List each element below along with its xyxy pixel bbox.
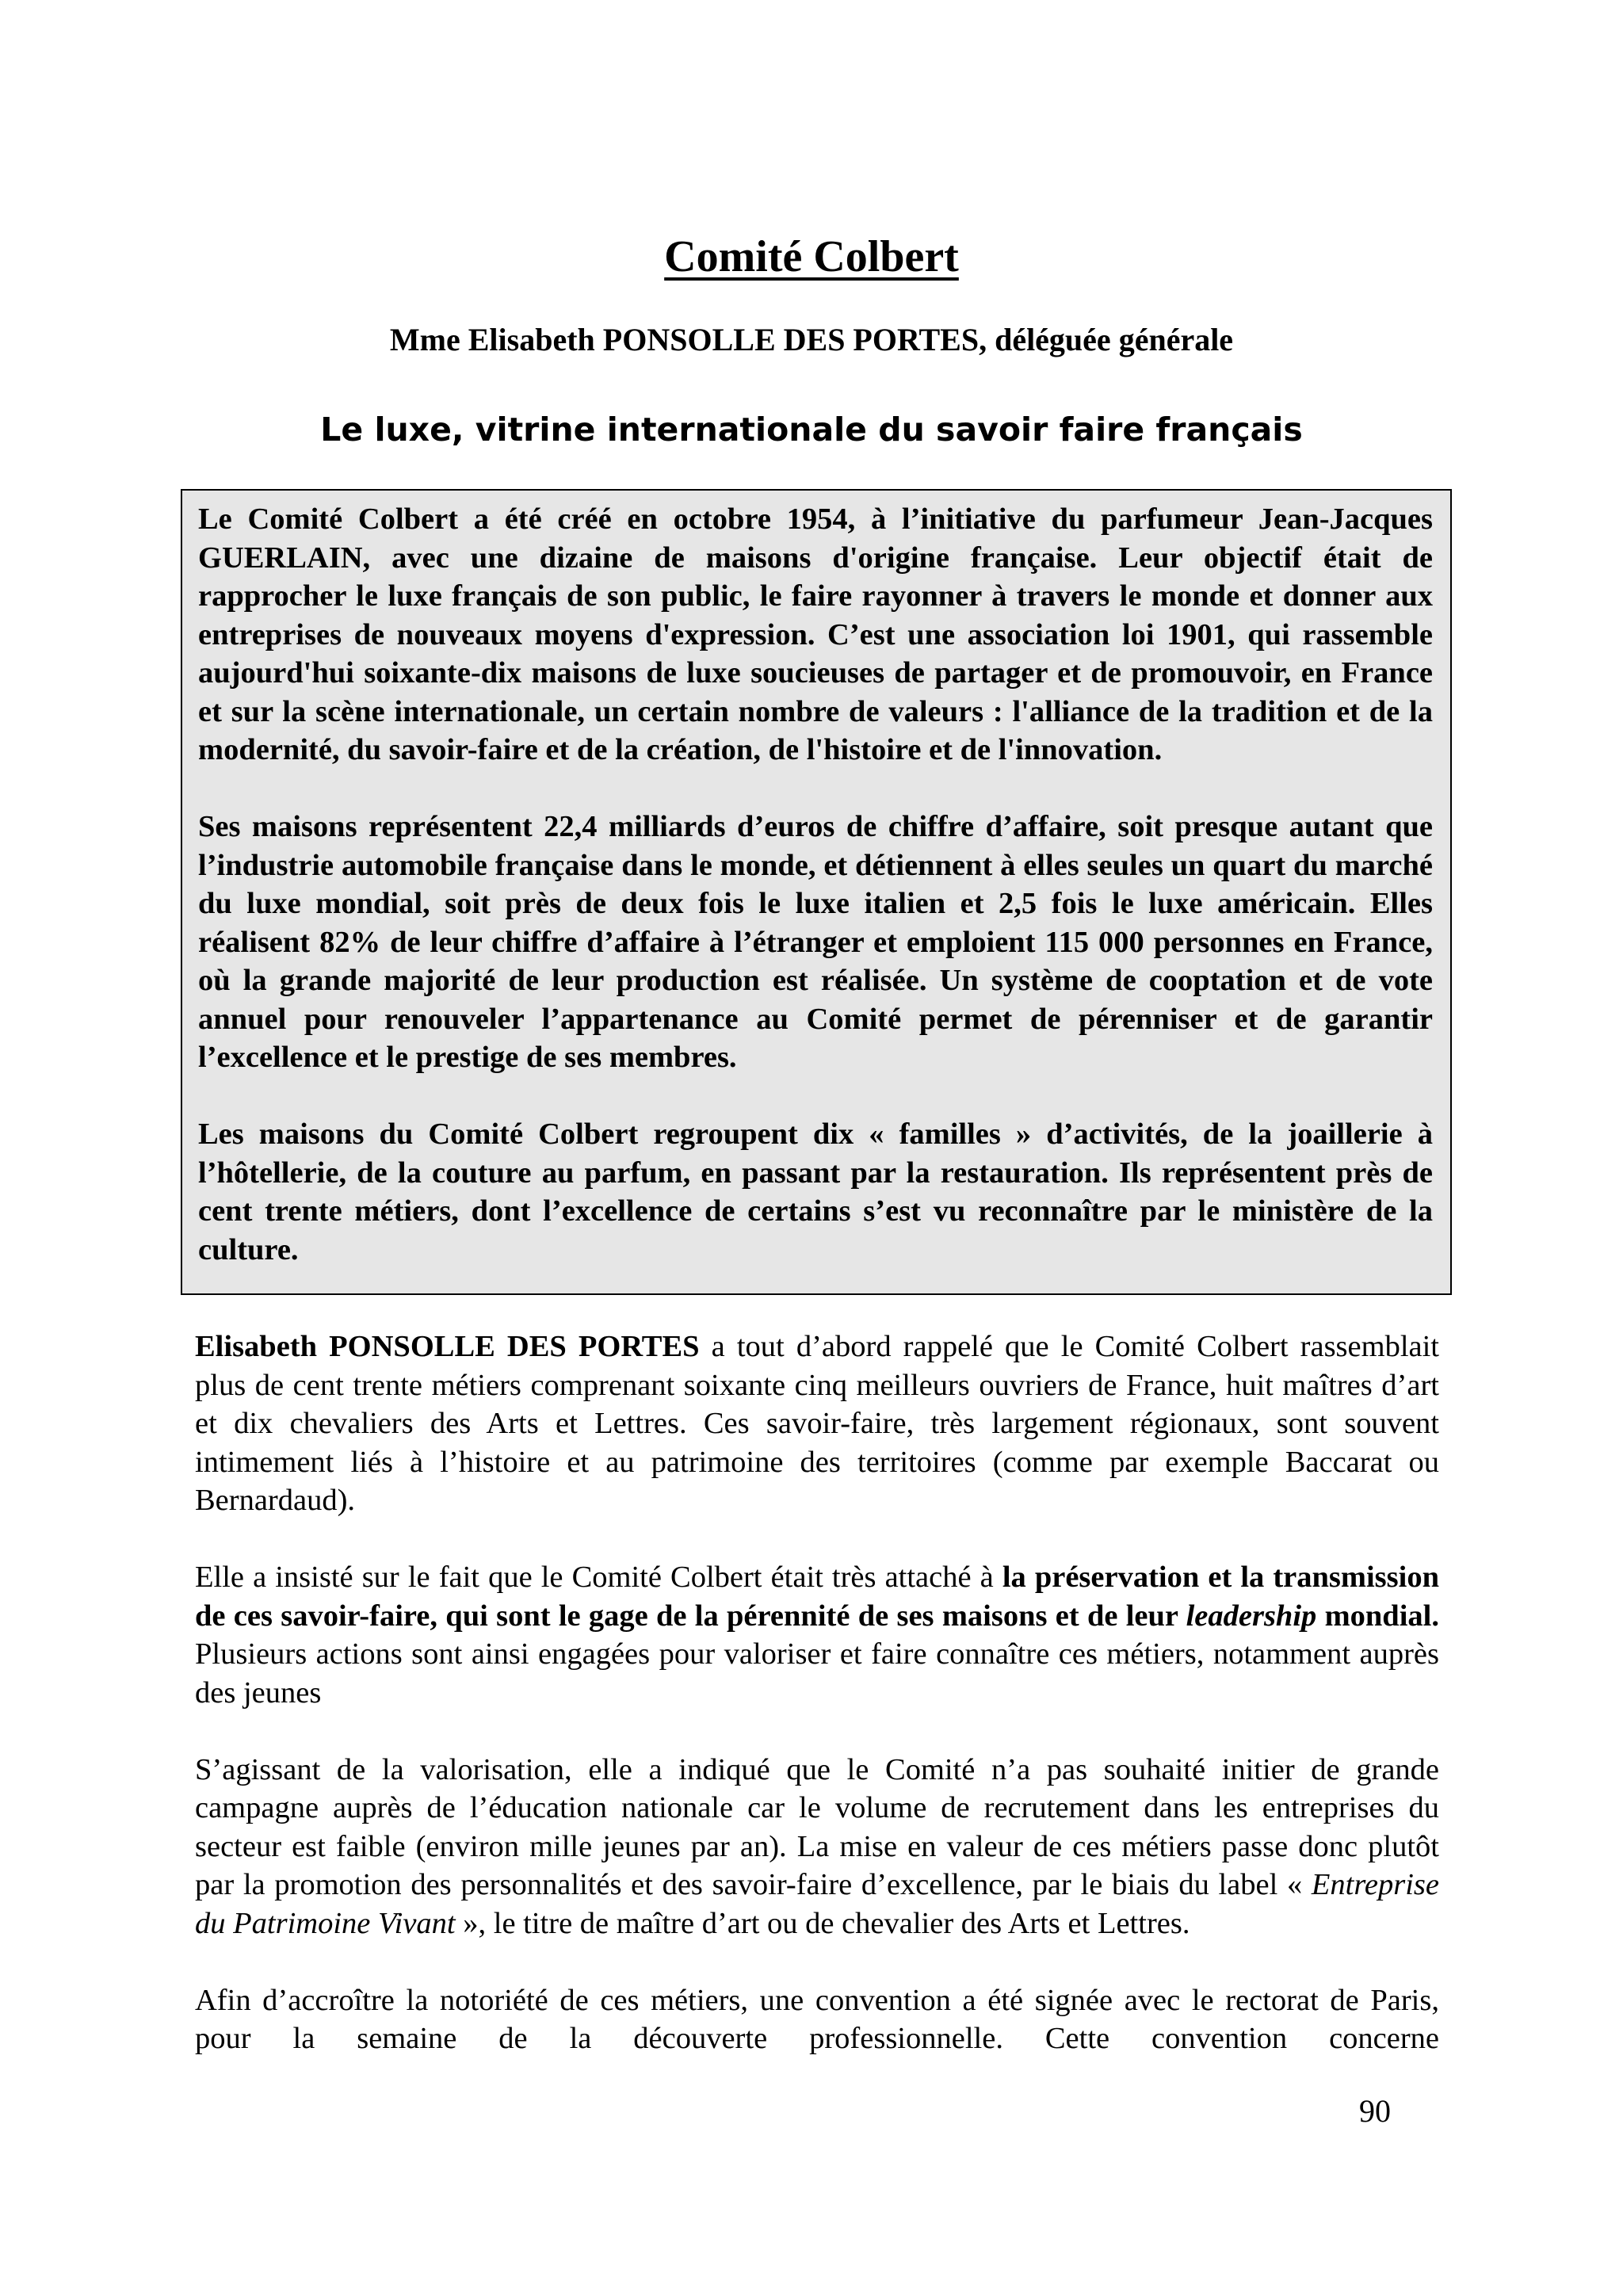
paragraph-3-end: », le titre de maître d’art ou de chevalier des Arts et Lettres.: [455, 1906, 1190, 1940]
paragraph-1-text: a tout d’abord rappelé que le Comité Colbert rassemblait plus de cent trente métiers comprenant soixante cinq meilleurs ouvriers de France, huit maîtres d’art et dix chevaliers des Arts et Lettres. Ces savoir-faire, très largement régionaux, sont souvent intimement liés à l’histoire et au patrimoine des territoires (comme par exemple Baccarat ou Bernardaud).: [195, 1330, 1439, 1517]
summary-paragraph-2: Ses maisons représentent 22,4 milliards d’euros de chiffre d’affaire, soit presque autant que l’industrie automobile française dans le monde, et détiennent à elles seules un quart du marché du luxe mondial, soit près de deux fois le luxe italien et 2,5 fois le luxe américain. Elles réalisent 82% de leur chiffre d’affaire à l’étranger et emploient 115 000 personnes en France, où la grande majorité de leur production est réalisée. Un système de cooptation et de vote annuel pour renouveler l’appartenance au Comité permet de pérenniser et de garantir l’excellence et le prestige de ses membres.: [198, 810, 1433, 1074]
paragraph-2-bold-italic: leadership: [1186, 1599, 1317, 1633]
summary-paragraph-3: Les maisons du Comité Colbert regroupent dix « familles » d’activités, de la joaillerie à l’hôtellerie, de la couture au parfum, en passant par la restauration. Ils représentent près de cent trente métiers, dont l’excellence de certains s’est vu reconnaître par le ministère de la culture.: [198, 1117, 1433, 1266]
section-subtitle: Le luxe, vitrine internationale du savoir faire français: [320, 411, 1303, 449]
page-title: Comité Colbert: [664, 232, 959, 281]
speaker-line: Mme Elisabeth PONSOLLE DES PORTES, déléguée générale: [389, 322, 1234, 357]
summary-box: [181, 489, 1452, 1295]
paragraph-2-bold-a: la préservation et la transmission de ces savoir-faire, qui sont le gage de la pérennité de ses maisons et de leur: [195, 1561, 1439, 1633]
body-paragraph-3: [195, 1751, 1439, 1943]
body-text: [195, 1328, 1439, 2096]
body-paragraph-4: Afin d’accroître la notoriété de ces métiers, une convention a été signée avec le rectorat de Paris, pour la semaine de la découverte professionnelle. Cette convention concerne: [195, 1983, 1439, 2055]
paragraph-2-intro: Elle a insisté sur le fait que le Comité Colbert était très attaché à: [195, 1561, 1002, 1594]
paragraph-3-italic: Entreprise du Patrimoine Vivant: [195, 1868, 1439, 1940]
paragraph-2-bold-b: mondial.: [1316, 1599, 1439, 1633]
page-number: 90: [1359, 2093, 1391, 2129]
body-paragraph-1: [195, 1328, 1439, 1520]
summary-paragraph-1: Le Comité Colbert a été créé en octobre 1954, à l’initiative du parfumeur Jean-Jacques GUERLAIN, avec une dizaine de maisons d'origine française. Leur objectif était de rapprocher le luxe français de son public, le faire rayonner à travers le monde et donner aux entreprises de nouveaux moyens d'expression. C’est une association loi 1901, qui rassemble aujourd'hui soixante-dix maisons de luxe soucieuses de partager et de promouvoir, en France et sur la scène internationale, un certain nombre de valeurs : l'alliance de la tradition et de la modernité, du savoir-faire et de la création, de l'histoire et de l'innovation.: [198, 502, 1433, 766]
speaker-name: Elisabeth PONSOLLE DES PORTES: [195, 1330, 700, 1363]
body-paragraph-2: [195, 1558, 1439, 1712]
paragraph-3-text: S’agissant de la valorisation, elle a indiqué que le Comité n’a pas souhaité initier de grande campagne auprès de l’éducation nationale car le volume de recrutement dans les entreprises du secteur est faible (environ mille jeunes par an). La mise en valeur de ces métiers passe donc plutôt par la promotion des personnalités et des savoir-faire d’excellence, par le biais du label «: [195, 1752, 1439, 1901]
paragraph-2-rest: Plusieurs actions sont ainsi engagées pour valoriser et faire connaître ces métiers, notamment auprès des jeunes: [195, 1637, 1439, 1710]
